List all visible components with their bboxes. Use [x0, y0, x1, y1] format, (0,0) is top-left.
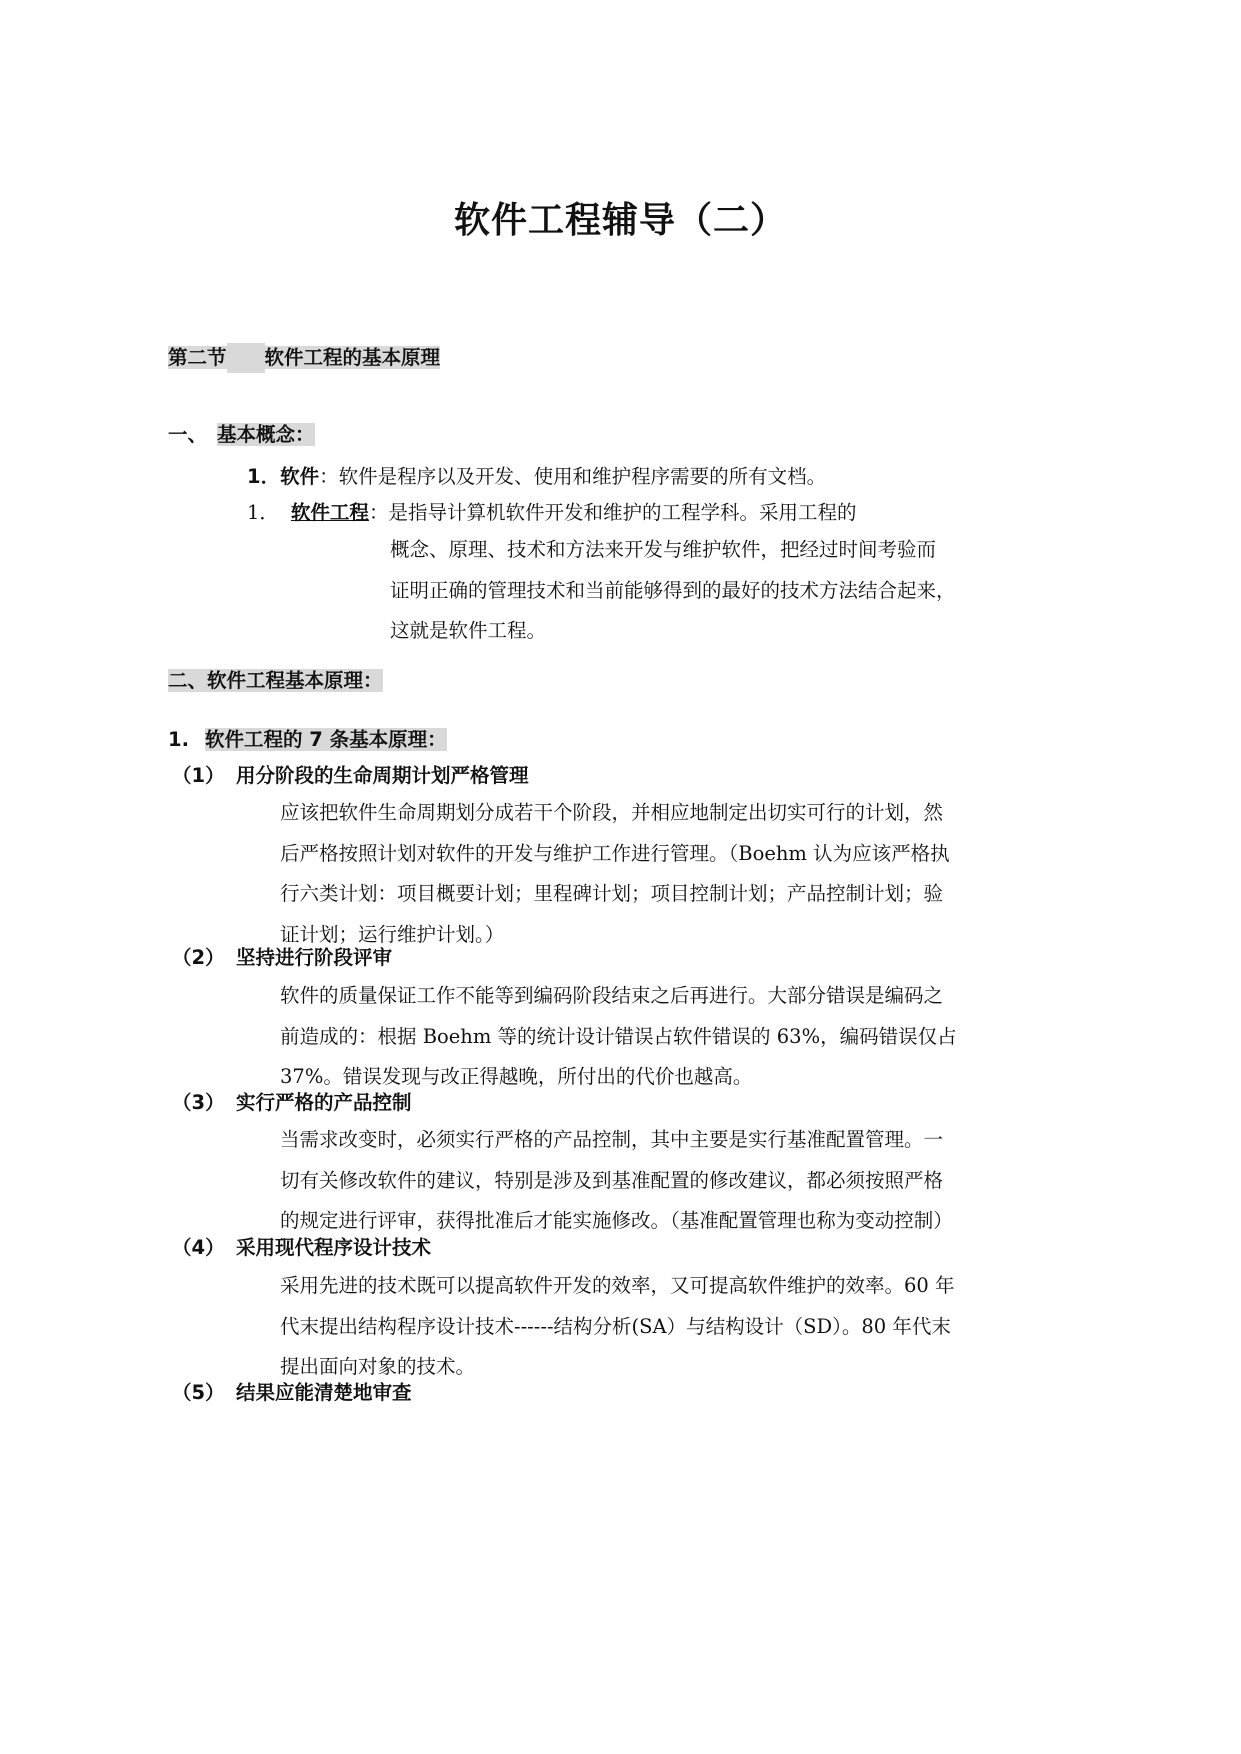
paragraph-line: 软件的质量保证工作不能等到编码阶段结束之后再进行。大部分错误是编码之: [280, 984, 944, 1007]
principle-heading: 用分阶段的生命周期计划严格管理: [236, 764, 529, 787]
paragraph-line: 证计划；运行维护计划。）: [280, 922, 505, 946]
paragraph-line: 前造成的：根据 Boehm 等的统计设计错误占软件错误的 63%，编码错误仅占: [280, 1024, 957, 1048]
concept-text: ：是指导计算机软件开发和维护的工程学科。采用工程的: [368, 501, 857, 524]
section-name: 软件工程的基本原理: [264, 346, 441, 369]
paragraph-line: 切有关修改软件的建议，特别是涉及到基准配置的修改建议，都必须按照严格: [280, 1168, 944, 1192]
document-title: 软件工程辅导（二）: [453, 200, 787, 241]
paragraph-line: 后严格按照计划对软件的开发与维护工作进行管理。（Boehm 认为应该严格执: [280, 841, 950, 865]
paragraph-line: 证明正确的管理技术和当前能够得到的最好的技术方法结合起来，: [390, 578, 956, 602]
principle-number: （1）: [172, 764, 225, 787]
paragraph-line: 的规定进行评审，获得批准后才能实施修改。（基准配置管理也称为变动控制）: [280, 1209, 953, 1232]
principle-paragraph: [280, 1120, 953, 1242]
paragraph-line: 应该把软件生命周期划分成若干个阶段，并相应地制定出切实可行的计划，然: [280, 801, 944, 824]
part1-heading: [168, 420, 315, 450]
subsection-heading-text: 软件工程的 7 条基本原理：: [204, 728, 447, 751]
paragraph-line: 当需求改变时，必须实行严格的产品控制，其中主要是实行基准配置管理。一: [280, 1128, 944, 1151]
principle-paragraph: [280, 1266, 955, 1388]
concept-paragraph: [390, 530, 956, 652]
principle-heading: 实行严格的产品控制: [236, 1091, 412, 1114]
part2-heading-text: 二、软件工程基本原理：: [168, 669, 383, 692]
part1-heading-text: 基本概念：: [217, 423, 315, 446]
principle-number: （4）: [172, 1236, 225, 1259]
part2-heading: [168, 666, 383, 696]
concept-item: [247, 462, 826, 492]
section-label: 第二节: [168, 346, 227, 369]
section-heading: [168, 343, 440, 373]
paragraph-line: 提出面向对象的技术。: [280, 1355, 476, 1378]
principle-heading: 采用现代程序设计技术: [236, 1236, 432, 1259]
concept-item: [247, 498, 856, 528]
principle-paragraph: [280, 976, 957, 1098]
paragraph-line: 代末提出结构程序设计技术------结构分析(SA）与结构设计（SD）。80 年代末: [280, 1314, 951, 1338]
subsection-number: 1.: [168, 728, 189, 751]
concept-text: ：软件是程序以及开发、使用和维护程序需要的所有文档。: [319, 465, 827, 488]
principle-number: （2）: [172, 946, 225, 969]
concept-term: 软件: [280, 465, 320, 488]
paragraph-line: 行六类计划：项目概要计划；里程碑计划；项目控制计划；产品控制计划；验: [280, 882, 944, 905]
part1-marker: 一、: [168, 423, 208, 446]
paragraph-line: 37%。错误发现与改正得越晚，所付出的代价也越高。: [280, 1065, 753, 1088]
concept-number: 1．: [247, 465, 281, 488]
principle-number: （3）: [172, 1091, 225, 1114]
subsection-heading: [168, 725, 447, 755]
principle-heading: 结果应能清楚地审查: [236, 1381, 412, 1404]
principle-number: （5）: [172, 1381, 225, 1404]
concept-number: 1．: [247, 501, 279, 524]
paragraph-line: 概念、原理、技术和方法来开发与维护软件，把经过时间考验而: [390, 538, 937, 561]
principle-heading: 坚持进行阶段评审: [236, 946, 393, 969]
paragraph-line: 采用先进的技术既可以提高软件开发的效率，又可提高软件维护的效率。60 年: [280, 1274, 955, 1297]
principle-paragraph: [280, 793, 950, 955]
paragraph-line: 这就是软件工程。: [390, 619, 547, 642]
concept-term: 软件工程: [290, 501, 369, 524]
